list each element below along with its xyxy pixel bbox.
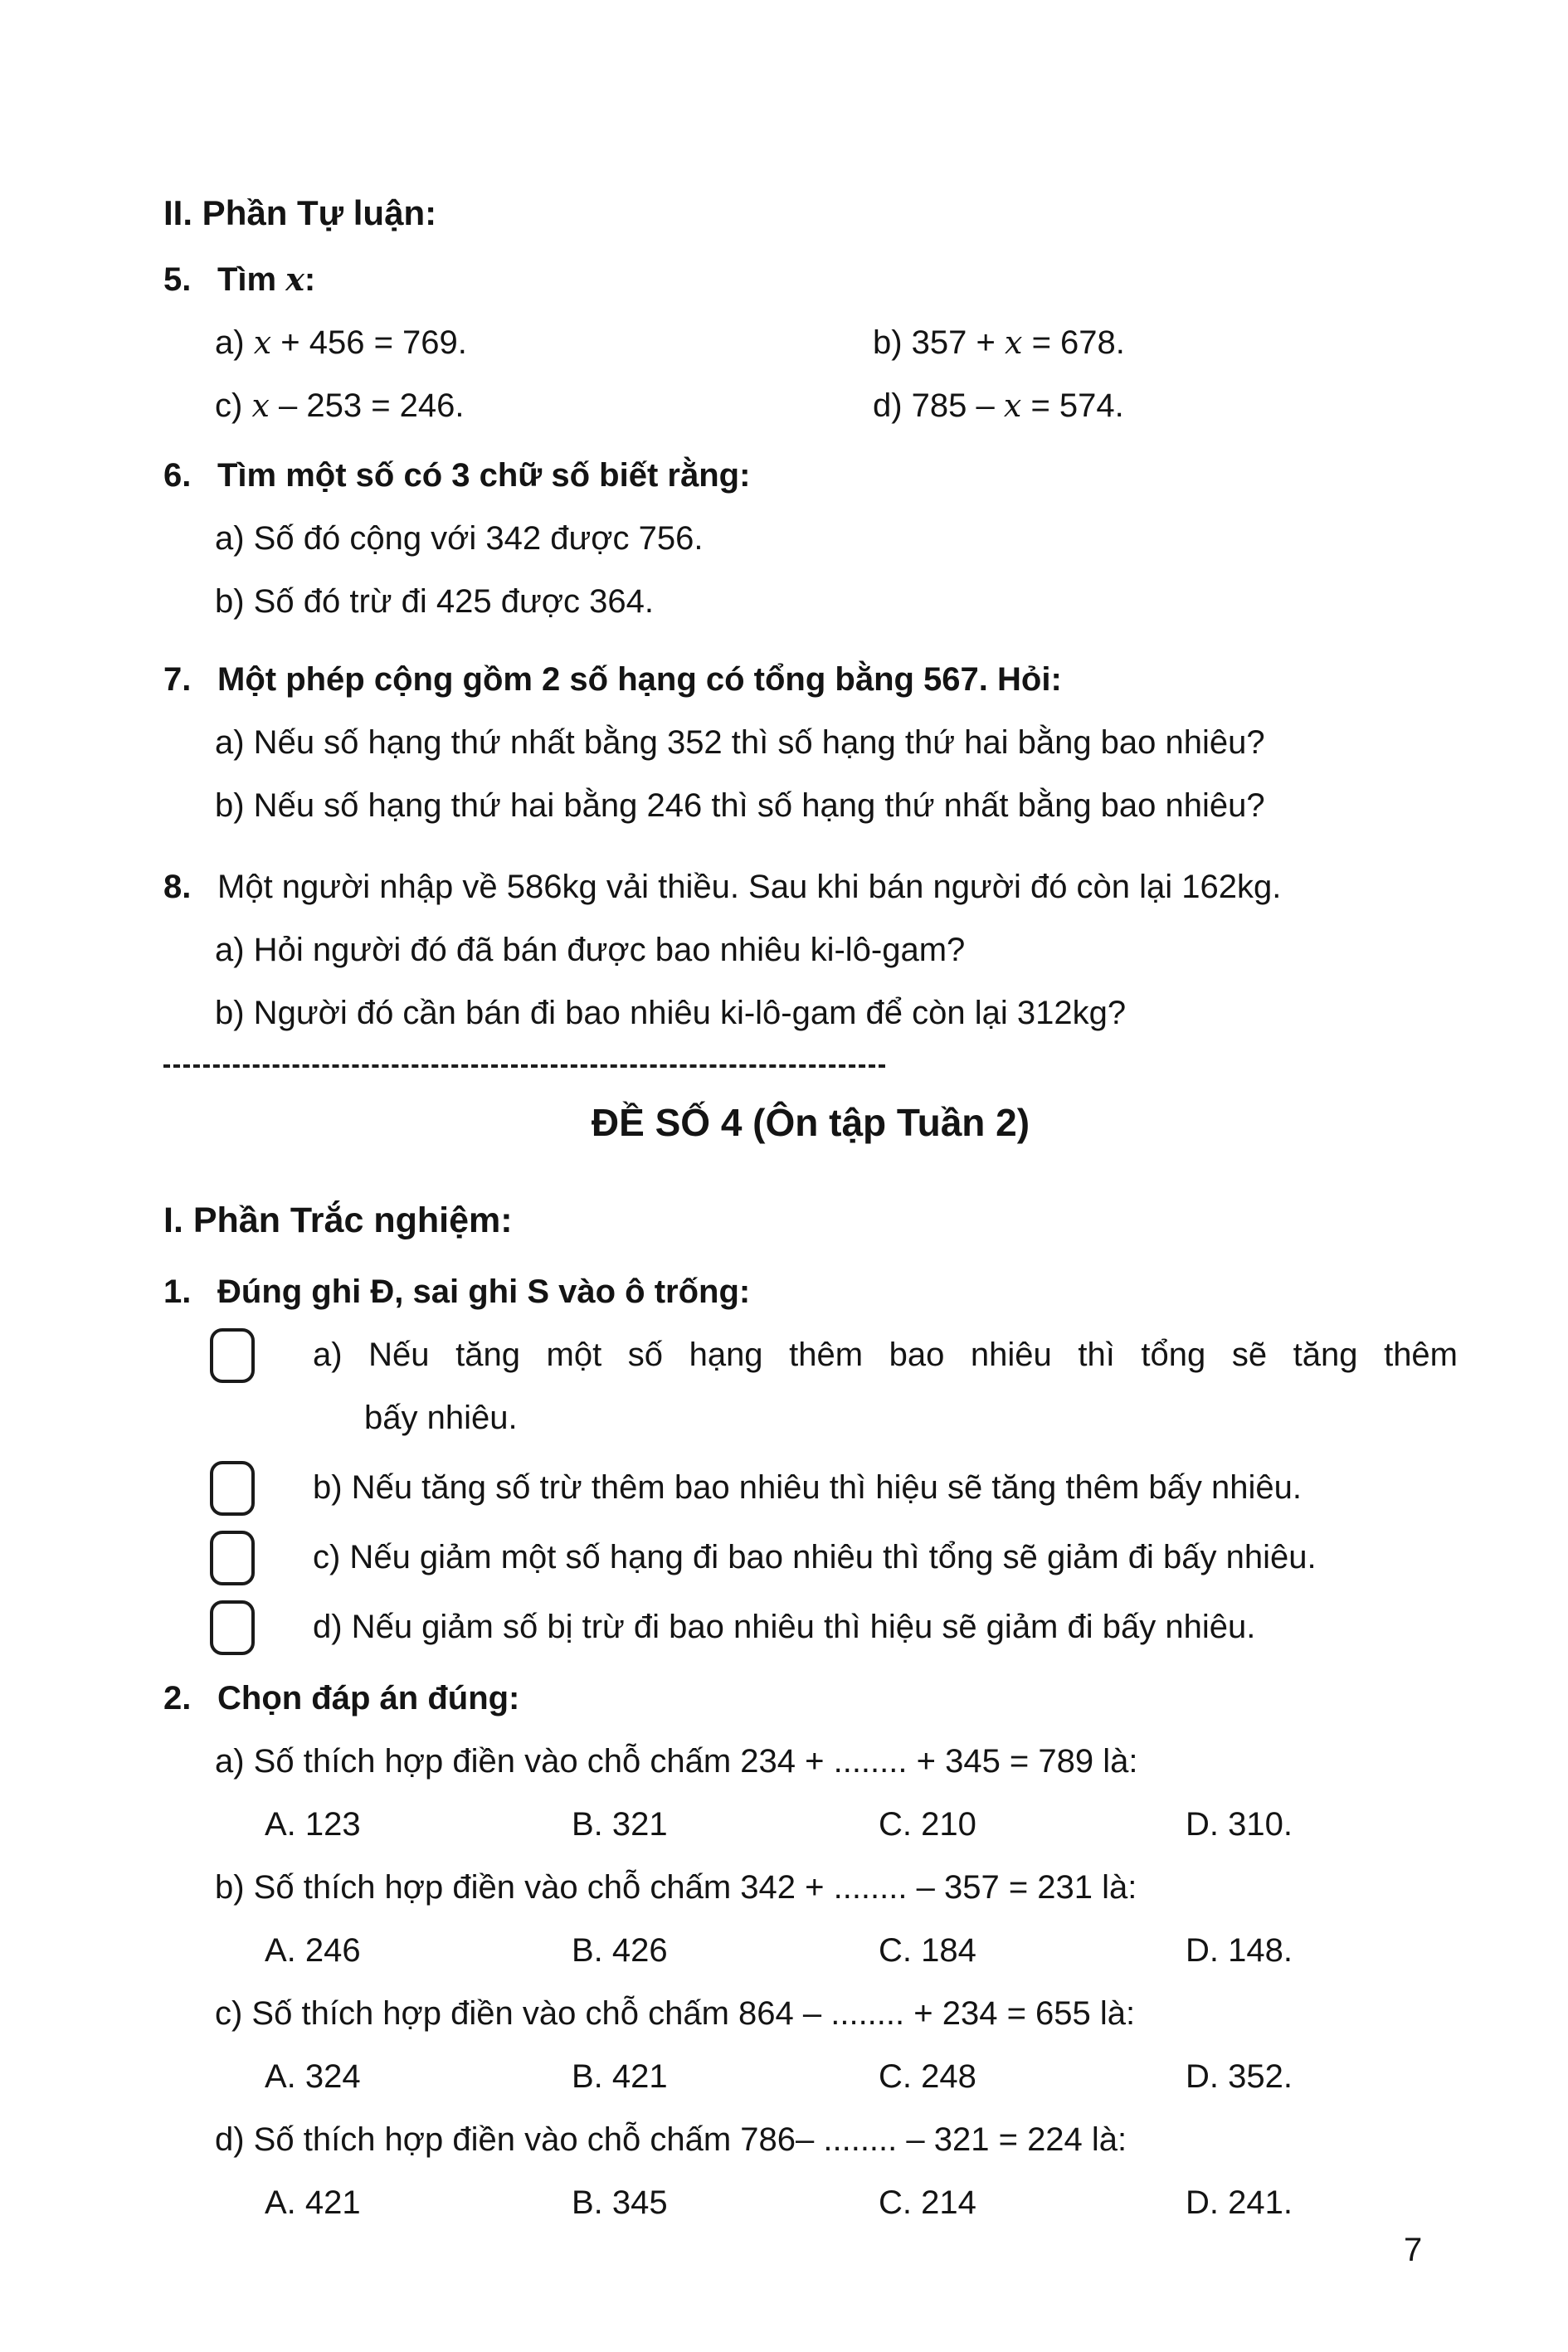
q2-item-b-options xyxy=(163,1919,1458,1982)
q5-item-d-var-x: x xyxy=(1003,387,1022,424)
page-number: 7 xyxy=(1404,2232,1423,2268)
q1-item-c: c) Nếu giảm một số hạng đi bao nhiêu thì tổng sẽ giảm đi bấy nhiêu. xyxy=(313,1539,1317,1575)
q1-item-b: b) Nếu tăng số trừ thêm bao nhiêu thì hiệu sẽ tăng thêm bấy nhiêu. xyxy=(313,1469,1302,1506)
question-8-number: 8. xyxy=(163,869,192,905)
q2-item-d-question: d) Số thích hợp điền vào chỗ chấm 786– ........ – 321 = 224 là: xyxy=(215,2121,1127,2158)
q1-item-d-row xyxy=(210,1595,1458,1658)
q1-item-d: d) Nếu giảm số bị trừ đi bao nhiêu thì hiệu sẽ giảm đi bấy nhiêu. xyxy=(313,1609,1256,1645)
q1-item-a-row xyxy=(210,1323,1458,1449)
q2-b-option-C: C. 184 xyxy=(879,1932,976,1969)
q2-item-b-question: b) Số thích hợp điền vào chỗ chấm 342 + ........ – 357 = 231 là: xyxy=(215,1869,1137,1906)
mc-question-2-title: Chọn đáp án đúng: xyxy=(217,1680,520,1717)
q2-d-option-A: A. 421 xyxy=(265,2184,361,2221)
mc-question-1-number: 1. xyxy=(163,1273,192,1310)
q5-title-var-x: x xyxy=(285,261,304,298)
q5-item-d-post: = 574. xyxy=(1021,387,1124,424)
q2-item-c-question: c) Số thích hợp điền vào chỗ chấm 864 – ........ + 234 = 655 là: xyxy=(215,1995,1136,2032)
q7-item-a: a) Nếu số hạng thứ nhất bằng 352 thì số hạng thứ hai bằng bao nhiêu? xyxy=(215,724,1265,761)
question-5-title-row xyxy=(163,248,1458,311)
answer-box-c[interactable] xyxy=(210,1531,255,1585)
q5-item-a-pre: a) xyxy=(215,324,254,361)
q6-item-b: b) Số đó trừ đi 425 được 364. xyxy=(215,583,654,620)
q5-item-a xyxy=(215,311,873,374)
q2-d-option-B: B. 345 xyxy=(572,2184,668,2221)
q1-item-a-line2: bấy nhiêu. xyxy=(364,1400,518,1436)
q2-item-d-options xyxy=(163,2171,1458,2234)
q2-a-option-D: D. 310. xyxy=(1186,1806,1293,1843)
q5-title-pre: Tìm xyxy=(217,261,286,298)
q2-a-option-A: A. 123 xyxy=(265,1806,361,1843)
q5-item-a-post: + 456 = 769. xyxy=(271,324,467,361)
section-essay-heading: II. Phần Tự luận: xyxy=(163,193,437,232)
question-7-title-row xyxy=(163,648,1458,711)
q8-item-b: b) Người đó cần bán đi bao nhiêu ki-lô-gam để còn lại 312kg? xyxy=(215,995,1127,1031)
q5-item-c xyxy=(215,374,873,437)
q2-a-option-C: C. 210 xyxy=(879,1806,976,1843)
question-5-number: 5. xyxy=(163,261,192,298)
q5-item-c-pre: c) xyxy=(215,387,252,424)
q2-b-option-B: B. 426 xyxy=(572,1932,668,1969)
q2-b-option-D: D. 148. xyxy=(1186,1932,1293,1969)
question-7-number: 7. xyxy=(163,661,192,698)
q5-item-c-post: – 253 = 246. xyxy=(269,387,465,424)
mc-question-2-number: 2. xyxy=(163,1680,192,1717)
q6-item-a: a) Số đó cộng với 342 được 756. xyxy=(215,520,704,557)
q2-item-a-options xyxy=(163,1793,1458,1856)
answer-box-a[interactable] xyxy=(210,1328,255,1383)
q2-a-option-B: B. 321 xyxy=(572,1806,668,1843)
q2-b-option-A: A. 246 xyxy=(265,1932,361,1969)
q5-item-d-pre: d) 785 – xyxy=(873,387,1004,424)
mc-question-1-title-row xyxy=(163,1260,1458,1323)
q7-item-b: b) Nếu số hạng thứ hai bằng 246 thì số hạng thứ nhất bằng bao nhiêu? xyxy=(215,787,1265,824)
q5-item-c-var-x: x xyxy=(251,387,270,424)
question-6-title: Tìm một số có 3 chữ số biết rằng: xyxy=(217,457,751,494)
answer-box-b[interactable] xyxy=(210,1461,255,1516)
question-8-title-row xyxy=(163,855,1458,918)
q2-c-option-D: D. 352. xyxy=(1186,2058,1293,2095)
exam-4-title: ĐỀ SỐ 4 (Ôn tập Tuần 2) xyxy=(591,1101,1030,1144)
q5-item-b-post: = 678. xyxy=(1022,324,1125,361)
q8-item-a: a) Hỏi người đó đã bán được bao nhiêu ki-lô-gam? xyxy=(215,932,966,968)
q2-d-option-C: C. 214 xyxy=(879,2184,976,2221)
q2-c-option-C: C. 248 xyxy=(879,2058,976,2095)
section-multiple-choice-heading: I. Phần Trắc nghiệm: xyxy=(163,1200,513,1240)
q5-item-a-var-x: x xyxy=(253,324,272,361)
mc-question-1-title: Đúng ghi Đ, sai ghi S vào ô trống: xyxy=(217,1273,751,1310)
question-8-title: Một người nhập về 586kg vải thiều. Sau khi bán người đó còn lại 162kg. xyxy=(217,869,1282,905)
q2-c-option-B: B. 421 xyxy=(572,2058,668,2095)
q5-item-b xyxy=(873,311,1458,374)
answer-box-d[interactable] xyxy=(210,1600,255,1655)
question-6-number: 6. xyxy=(163,457,192,494)
q2-item-a-question: a) Số thích hợp điền vào chỗ chấm 234 + ........ + 345 = 789 là: xyxy=(215,1743,1138,1780)
q2-item-c-options xyxy=(163,2045,1458,2108)
q1-item-a-line1: a) Nếu tăng một số hạng thêm bao nhiêu thì tổng sẽ tăng thêm xyxy=(313,1337,1458,1373)
q1-item-c-row xyxy=(210,1526,1458,1589)
q5-item-b-pre: b) 357 + xyxy=(873,324,1006,361)
question-5-items xyxy=(163,311,1458,437)
q1-item-b-row xyxy=(210,1456,1458,1519)
dashed-divider xyxy=(163,1064,885,1068)
q2-c-option-A: A. 324 xyxy=(265,2058,361,2095)
mc-question-2-title-row xyxy=(163,1667,1458,1730)
question-5-title xyxy=(217,248,315,311)
q5-title-post: : xyxy=(304,261,316,298)
q2-d-option-D: D. 241. xyxy=(1186,2184,1293,2221)
question-7-title: Một phép cộng gồm 2 số hạng có tổng bằng 567. Hỏi: xyxy=(217,661,1062,698)
q5-item-b-var-x: x xyxy=(1005,324,1023,361)
question-6-title-row xyxy=(163,444,1458,507)
q5-item-d xyxy=(873,374,1458,437)
q1-item-a xyxy=(313,1323,1458,1449)
